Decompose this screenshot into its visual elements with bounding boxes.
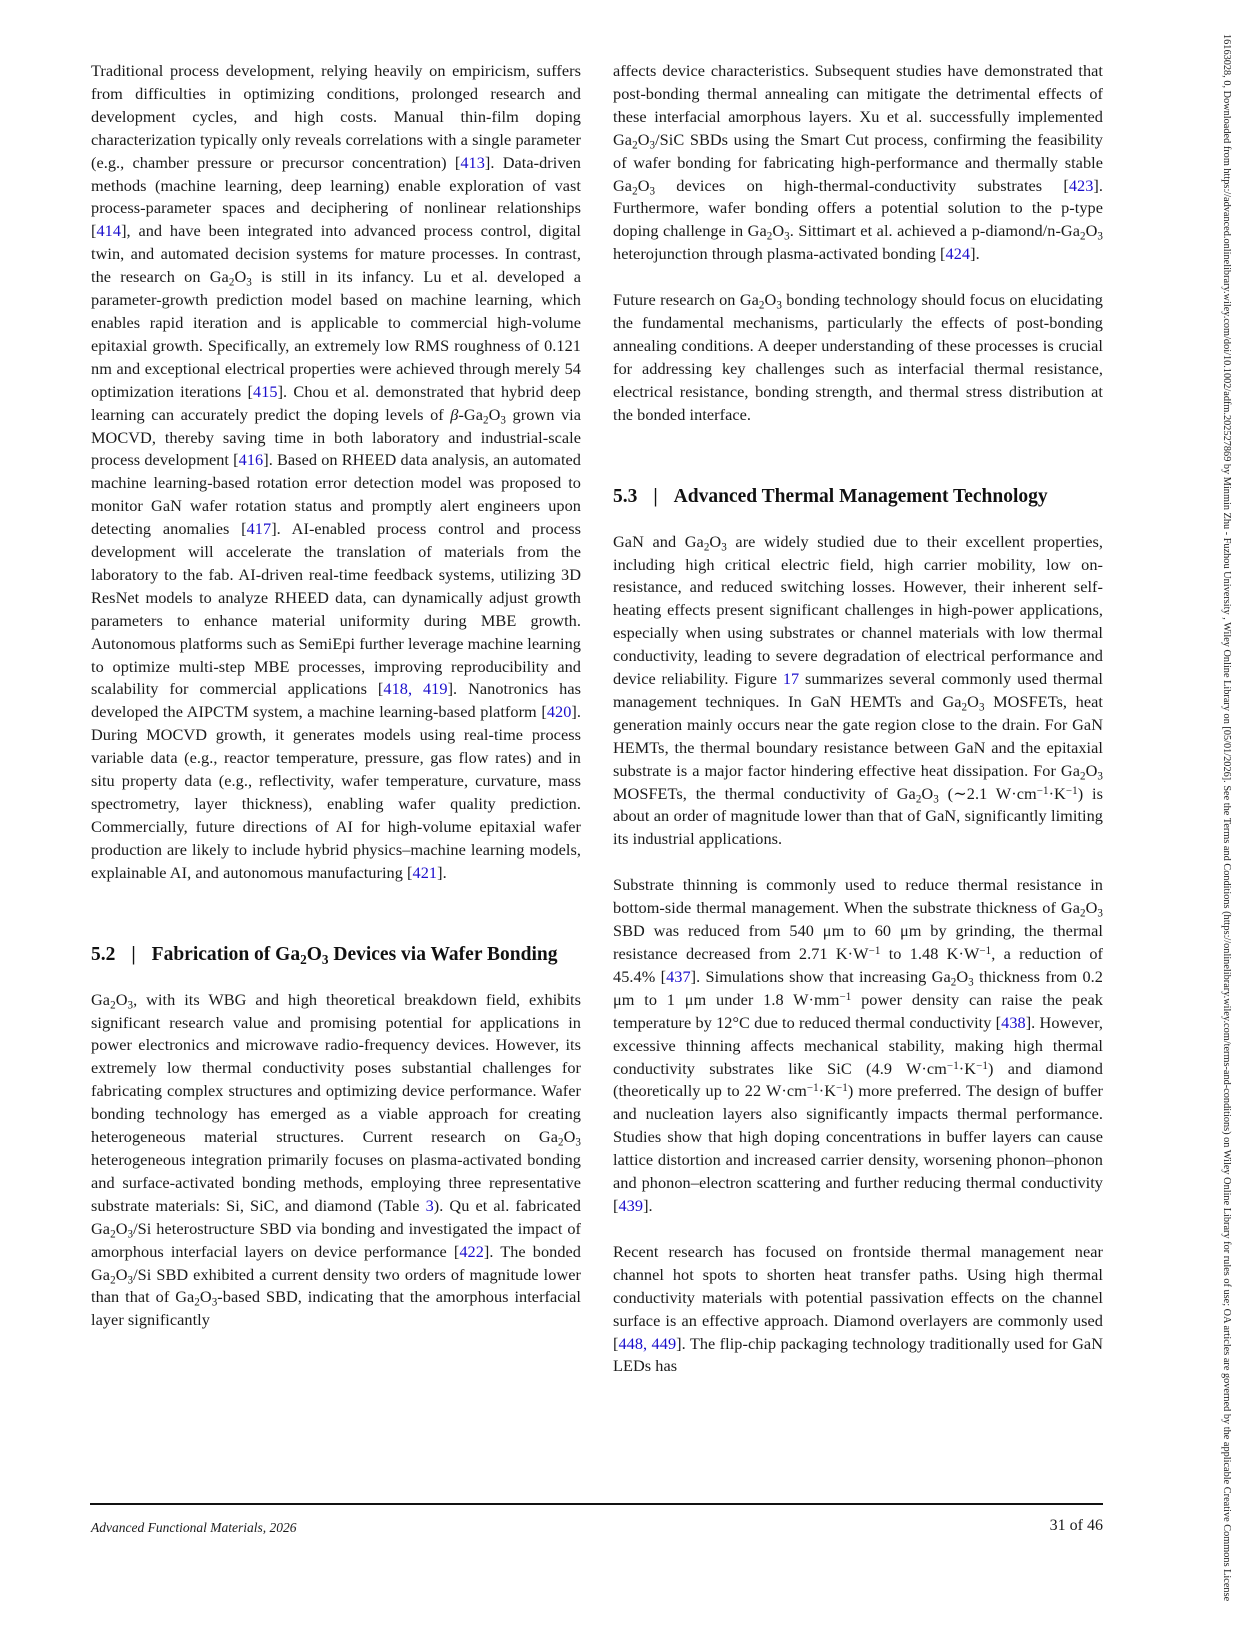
continuation-paragraphs: [613, 60, 1103, 427]
paragraph: Future research on $Ga_2O_3$ bonding technology should focus on elucidating the fundamental mechanisms, particularly the effects of post-bonding annealing conditions. A deeper understanding of these processes is crucial for addressing key challenges such as interfacial thermal resistance, electrical resistance, bonding strength, and thermal stress distribution at the bonded interface.: [613, 290, 1103, 424]
subscript: 2: [632, 139, 638, 152]
subscript: 2: [766, 230, 773, 243]
citation-link[interactable]: 415: [253, 381, 278, 401]
subscript: 3: [721, 540, 727, 553]
subscript: 3: [968, 976, 974, 989]
citation-link[interactable]: 437: [666, 966, 691, 986]
citation-link[interactable]: 413: [460, 152, 485, 172]
section-title: Advanced Thermal Management Technology: [673, 485, 1048, 507]
section-title: Fabrication of $Ga_2O_3$ Devices via Wafer Bonding: [151, 943, 558, 967]
paragraph: GaN and $Ga_2O_3$ are widely studied due to their excellent properties, including high critical electric field, high carrier mobility, low on-resistance, and reduced switching losses. However, their inherent self-heating effects present significant challenges in high-power applications, especially when using substrates or channel materials with low thermal conductivity, leading to severe degradation of electrical performance and device reliability. Figure 17 summarizes several commonly used thermal management techniques. In GaN HEMTs and $Ga_2O_3$ MOSFETs, heat generation mainly occurs near the gate region close to the drain. For GaN HEMTs, the thermal boundary resistance between GaN and the epitaxial substrate is a major factor hindering effective heat dissipation. For $Ga_2O_3$ MOSFETs, the thermal conductivity of $Ga_2O_3$ (∼2.1 $W\cdot cm^{-1}\cdot K^{-1}$) is about an order of magnitude lower than that of GaN, significantly limiting its industrial applications.: [613, 531, 1104, 849]
superscript: −1: [836, 1082, 848, 1095]
subscript: 3: [1097, 230, 1103, 243]
superscript: −1: [806, 1082, 819, 1095]
citation-link[interactable]: 422: [459, 1241, 484, 1261]
subscript: 3: [1097, 769, 1103, 782]
subscript: 2: [1080, 230, 1086, 243]
subscript: 2: [110, 1228, 116, 1240]
subscript: 2: [110, 1273, 116, 1286]
superscript: −1: [868, 945, 881, 958]
subscript: 2: [558, 1136, 564, 1149]
subscript: 3: [127, 998, 134, 1011]
right-column: [613, 60, 1103, 1401]
subscript: 3: [211, 1296, 218, 1309]
subscript: 3: [127, 1273, 134, 1286]
paragraph: Recent research has focused on frontside thermal management near channel hot spots to shorten heat transfer paths. Using high thermal conductivity materials with potential passivation effects on the channel surface is an effective approach. Diamond overlayers are commonly used [448, 449]. The flip-chip packaging technology traditionally used for GaN LEDs has: [613, 1241, 1103, 1376]
subscript: 3: [575, 1136, 581, 1149]
section-5-2-body: [91, 989, 581, 1333]
subscript: 2: [961, 701, 968, 714]
citation-link[interactable]: 423: [1068, 175, 1094, 195]
superscript: −1: [839, 990, 852, 1003]
subscript: 2: [632, 184, 638, 197]
section-5-2-heading: [91, 943, 581, 966]
superscript: −1: [1065, 784, 1078, 797]
subscript: 2: [483, 413, 489, 426]
superscript: −1: [976, 1059, 988, 1072]
citation-link[interactable]: 439: [618, 1195, 644, 1215]
subscript: 2: [300, 951, 307, 967]
subscript: 2: [950, 976, 957, 989]
section-separator: |: [131, 943, 136, 965]
footer-divider: [90, 1503, 1103, 1505]
citation-link[interactable]: 438: [1001, 1012, 1026, 1032]
section-separator: |: [653, 485, 658, 507]
section-5-3-heading: [613, 485, 1103, 508]
subscript: 2: [758, 299, 765, 312]
citation-link[interactable]: 417: [246, 519, 272, 539]
section-5-3-body: [613, 531, 1103, 1379]
subscript: 2: [110, 998, 116, 1011]
subscript: 3: [500, 413, 507, 426]
paragraph: Substrate thinning is commonly used to reduce thermal resistance in bottom-side thermal management. When the substrate thickness of $Ga_2O_3$ SBD was reduced from 540 μm to 60 μm by grinding, the thermal resistance decreased from 2.71 $K\cdot W^{-1}$ to 1.48 $K\cdot W^{-1}$, a reduction of 45.4% [437]. Simulations show that increasing $Ga_2O_3$ thickness from 0.2 μm to 1 μm under 1.8 $W\cdot mm^{-1}$ power density can raise the peak temperature by 12°C due to reduced thermal conductivity [438]. However, excessive thinning affects mechanical stability, making high thermal conductivity substrates like SiC (4.9 $W\cdot cm^{-1}\cdot K^{-1}$) and diamond (theoretically up to 22 $W\cdot cm^{-1}\cdot K^{-1}$) more preferred. The design of buffer and nucleation layers also significantly impacts thermal performance. Studies show that high doping concentrations in buffer layers can cause lattice distortion and increased carrier density, worsening phonon–phonon and phonon–electron scattering and further reducing thermal conductivity [439].: [613, 875, 1104, 1215]
subscript: 3: [246, 276, 252, 289]
download-notice: 16163028, 0, Downloaded from https://advanced.onlinelibrary.wiley.com/doi/10.1002/adfm.202527869 by Minmin Zhu - Fuzhou University , Wiley Online Library on [05/01/2026]. See the Terms and Conditions (https://onlinelibrary.wiley.com/terms-and-conditions) on Wiley Online Library for rules of use; OA articles are governed by the applicable Creative Commons License: [1221, 34, 1232, 1602]
paragraph: $Ga_2O_3$, with its WBG and high theoretical breakdown field, exhibits significant research value and promising potential for applications in power electronics and microwave radio-frequency devices. However, its extremely low thermal conductivity poses substantial challenges for fabricating complex structures and optimizing device performance. Wafer bonding technology has emerged as a viable approach for creating heterogeneous material structures. Current research on $Ga_2O_3$ heterogeneous integration primarily focuses on plasma-activated bonding and surface-activated bonding methods, employing three representative substrate materials: Si, SiC, and diamond (Table 3). Qu et al. fabricated $Ga_2O_3/Si$ heterostructure SBD via bonding and investigated the impact of amorphous interfacial layers on device performance [422]. The bonded $Ga_2O_3/Si$ SBD exhibited a current density two orders of magnitude lower than that of $Ga_2O_3$-based SBD, indicating that the amorphous interfacial layer significantly: [91, 989, 581, 1330]
citation-link[interactable]: 17: [782, 669, 800, 689]
citation-link[interactable]: 414: [96, 221, 122, 241]
paragraph: affects device characteristics. Subsequent studies have demonstrated that post-bonding thermal annealing can mitigate the detrimental effects of these interfacial amorphous layers. Xu et al. successfully implemented $Ga_2O_3$/SiC SBDs using the Smart Cut process, confirming the feasibility of wafer bonding for fabricating high-performance and thermally stable $Ga_2O_3$ devices on high-thermal-conductivity substrates [423]. Furthermore, wafer bonding offers a potential solution to the p-type doping challenge in $Ga_2O_3$. Sittimart et al. achieved a $p-diamond/n-Ga_2O_3$ heterojunction through plasma-activated bonding [424].: [613, 61, 1103, 264]
journal-name: Advanced Functional Materials, 2026: [91, 1520, 297, 1535]
subscript: 3: [127, 1228, 134, 1240]
section-number: 5.3: [613, 485, 638, 507]
superscript: −1: [979, 945, 992, 958]
subscript: 3: [649, 184, 656, 197]
subscript: 3: [1097, 907, 1103, 920]
subscript: 3: [776, 299, 782, 312]
citation-link[interactable]: 420: [546, 702, 572, 722]
subscript: 3: [649, 139, 656, 152]
subscript: 3: [933, 792, 939, 805]
subscript: 3: [978, 701, 985, 714]
intro-paragraphs: [91, 60, 581, 885]
subscript: 2: [1080, 769, 1086, 782]
subscript: 2: [703, 540, 710, 553]
italic-symbol: β: [450, 404, 459, 424]
citation-link[interactable]: 448, 449: [618, 1333, 677, 1353]
left-column: [91, 60, 581, 1355]
subscript: 2: [194, 1296, 200, 1309]
citation-link[interactable]: 421: [412, 862, 438, 882]
citation-link[interactable]: 418, 419: [383, 679, 448, 699]
superscript: −1: [1036, 784, 1049, 797]
page-number: 31 of 46: [1049, 1517, 1103, 1534]
citation-link[interactable]: 3: [425, 1195, 434, 1215]
citation-link[interactable]: 416: [238, 450, 264, 470]
section-number: 5.2: [91, 943, 116, 965]
citation-link[interactable]: 424: [945, 244, 971, 264]
superscript: −1: [946, 1059, 959, 1072]
subscript: 2: [1080, 907, 1086, 920]
subscript: 3: [784, 230, 790, 243]
subscript: 2: [915, 792, 922, 805]
paragraph: Traditional process development, relying heavily on empiricism, suffers from difficulties in optimizing conditions, prolonged research and development cycles, and high costs. Manual thin-film doping characterization typically only reveals correlations with a single parameter (e.g., chamber pressure or precursor concentration) [413]. Data-driven methods (machine learning, deep learning) enable exploration of vast process-parameter spaces and deciphering of nonlinear relationships [414], and have been integrated into advanced process control, digital twin, and automated decision systems for mature processes. In contrast, the research on $Ga_2O_3$ is still in its infancy. Lu et al. developed a parameter-growth prediction model based on machine learning, which enables rapid iteration and is applicable to commercial high-volume epitaxial growth. Specifically, an extremely low RMS roughness of 0.121 nm and exceptional electrical properties were achieved through merely 54 optimization iterations [415]. Chou et al. demonstrated that hybrid deep learning can accurately predict the doping levels of $\beta-Ga_2O_3$ grown via MOCVD, thereby saving time in both laboratory and industrial-scale process development [416]. Based on RHEED data analysis, an automated machine learning-based rotation error detection model was proposed to monitor GaN wafer rotation status and promptly alert engineers upon detecting anomalies [417]. AI-enabled process control and process development will accelerate the translation of materials from the laboratory to the fab. AI-driven real-time feedback systems, utilizing 3D ResNet models to analyze RHEED data, can dynamically adjust growth parameters to enhance material uniformity during MBE growth. Autonomous platforms such as SemiEpi further leverage machine learning to optimize multi-step MBE processes, improving reproducibility and scalability for commercial applications [418, 419]. Nanotronics has developed the AIPCTM system, a machine learning-based platform [420]. During MOCVD growth, it generates models using real-time process variable data (e.g., reactor temperature, pressure, gas flow rates) and in situ property data (e.g., reflectivity, wafer temperature, curvature, mass spectrometry, layer thickness), enabling wafer quality prediction. Commercially, future directions of AI for high-volume epitaxial wafer production are likely to include hybrid physics–machine learning models, explainable AI, and autonomous manufacturing [421].: [91, 61, 582, 882]
subscript: 3: [321, 951, 329, 967]
subscript: 2: [228, 276, 235, 289]
